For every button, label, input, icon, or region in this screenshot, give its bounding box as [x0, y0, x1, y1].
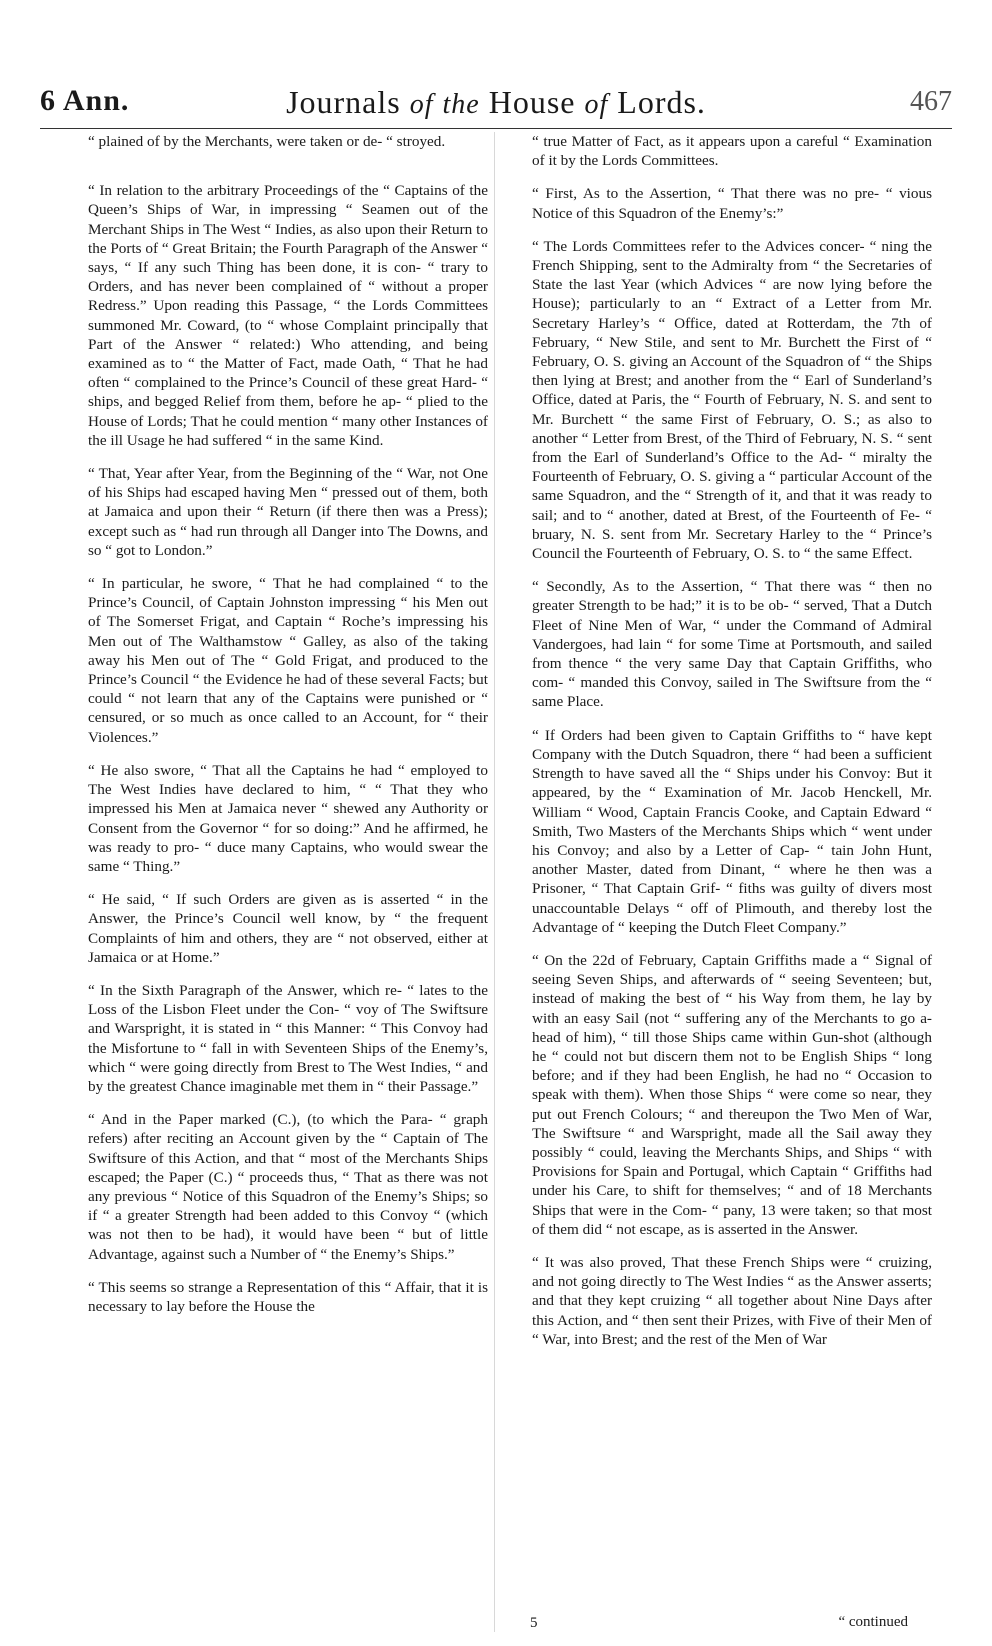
title-word: of: [409, 89, 434, 120]
title-word: Journals: [286, 84, 401, 120]
paragraph: “ Secondly, As to the Assertion, “ That there was “ then no greater Strength to be had;” it is to be ob- “ served, That a Dutch Fleet of Nine Men of War, “ under the Command of Admiral Vandergoes, had lain “ for some Time at Portsmouth, and sailed from thence “ the very same Day that Captain Griffiths, who com- “ manded this Convoy, sailed in The Swiftsure from the “ same Place.: [532, 578, 932, 711]
paragraph: “ In the Sixth Paragraph of the Answer, which re- “ lates to the Loss of the Lisbon Fleet under the Con- “ voy of The Swiftsure and Warspright, it is stated in “ this Manner: “ This Convoy had the Misfortune to “ fall in with Seventeen Ships of the Enemy’s, which “ were going directly from Brest to The West Indies, “ and by the greatest Chance imaginable met them in “ their Passage.”: [88, 981, 488, 1095]
paragraph: “ true Matter of Fact, as it appears upon a careful “ Examination of it by the Lords Committees.: [532, 133, 932, 170]
header-rule: [40, 128, 952, 129]
paragraph: “ In relation to the arbitrary Proceedings of the “ Captains of the Queen’s Ships of War, in impressing “ Seamen out of the Merchant Ships in The West “ Indies, as also upon their Return to the Ports of “ Great Britain; the Fourth Paragraph of the Answer “ says, “ If any such Thing has been done, it is con- “ trary to Orders, and has never been complained of “ without a proper Redress.” Upon reading this Passage, “ the Lords Committees summoned Mr. Coward, (to “ whose Complaint principally that Part of the Answer “ related:) Who attending, and being examined as to “ the Matter of Fact, made Oath, “ That he had often “ complained to the Prince’s Council of these great Hard- “ ships, and begged Relief from them, before he ap- “ plied to the House of Lords; That he could mention “ many other Instances of the ill Usage he had suffered “ in the same Kind.: [88, 182, 488, 449]
paragraph: “ The Lords Committees refer to the Advices concer- “ ning the French Shipping, sent to the Admiralty from “ the Secretaries of State the last Year (which Advices “ are now lying before the House); particularly to an “ Extract of a Letter from Mr. Secretary Harley’s “ Office, dated at Rotterdam, the 7th of February, “ New Stile, and sent to Mr. Burchett the First of “ February, O. S. giving an Account of the Squadron of “ the Ships then lying at Brest; and another from the “ Earl of Sunderland’s Office, dated at Paris, the “ Fourth of February, N. S. and sent to Mr. Burchett “ the same First of February, O. S.; as also to another “ Letter from Brest, of the Third of February, N. S. “ sent from the Earl of Sunderland’s Office to the Ad- “ miralty the Fourteenth of February, O. S. giving a “ particular Account of the same Squadron, and the “ Strength of it, and that it was ready to sail; and to “ another, dated at Brest, of the Fourteenth of Fe- “ bruary, N. S. sent from Mr. Secretary Harley to the “ Prince’s Council the Fourteenth of February, O. S. to “ the same Effect.: [532, 237, 932, 563]
paragraph: “ He said, “ If such Orders are given as is asserted “ in the Answer, the Prince’s Council well know, by “ the frequent Complaints of him and others, they are “ not observed, either at Jamaica or at Home.”: [88, 891, 488, 966]
title-word: Lords.: [617, 84, 706, 120]
text-columns: [88, 132, 932, 1363]
title-word: of: [584, 89, 609, 120]
signature-mark: 5: [530, 1615, 538, 1631]
catchword: “ continued: [838, 1614, 908, 1630]
regnal-year: 6 Ann.: [40, 84, 130, 117]
paragraph: “ It was also proved, That these French Ships were “ cruizing, and not going directly to The West Indies “ as the Answer asserts; and that they kept cruizing “ all together about Nine Days after this Action, and “ then sent their Prizes, with Five of their Men of “ War, into Brest; and the rest of the Men of War: [532, 1253, 932, 1348]
paragraph: “ On the 22d of February, Captain Griffiths made a “ Signal of seeing Seven Ships, and afterwards of “ seeing Seventeen; but, instead of making the best of “ his Way from them, he lay by with an easy Sail (not “ suffering any of the Merchants to go a-head of him), “ till those Ships came within Gun-shot (although he “ could not but discern them not to be English Ships “ long before; and if they had been English, he had no “ Occasion to speak with them). When those Ships “ were come so near, they put out French Colours; “ and thereupon the Two Men of War, The Swiftsure “ and Warspright, made all the Sail away they possibly “ could, leaving the Merchants Ships, and Ships “ with Provisions for Spain and Portugal, which Captain “ Griffiths had under his Care, to shift for themselves; “ and of 18 Merchants Ships that were in the Com- “ pany, 13 were taken; so that most of them did “ not escape, as is asserted in the Answer.: [532, 951, 932, 1238]
paragraph: “ If Orders had been given to Captain Griffiths to “ have kept Company with the Dutch Squadron, there “ had been a sufficient Strength to have saved all the “ Ships under his Convoy: But it appeared, by the “ Examination of Mr. Jacob Henckell, Mr. William “ Wood, Captain Francis Cooke, and Captain Edward “ Smith, Two Masters of the Merchants Ships which “ went under his Convoy; and also by a Letter of Cap- “ tain John Hunt, another Master, dated from Dinant, “ where he then was a Prisoner, “ That Captain Grif- “ fiths was guilty of divers most unaccountable Delays “ off of Plimouth, and thereby lost the Advantage of “ keeping the Dutch Fleet Company.”: [532, 726, 932, 936]
paragraph: “ He also swore, “ That all the Captains he had “ employed to The West Indies have declared to him, “ “ That they who impressed his Men at Jamaica never “ shewed any Authority or Consent from the Governor “ for so doing:” And he affirmed, he was ready to pro- “ duce many Captains, who would swear the same “ Thing.”: [88, 761, 488, 875]
title-word: House: [488, 84, 576, 120]
right-column: [532, 132, 932, 1363]
paragraph: “ And in the Paper marked (C.), (to which the Para- “ graph refers) after reciting an Account given by the “ Captain of The Swiftsure of this Action, and that “ most of the Merchants Ships escaped; the Paper (C.) “ proceeds thus, “ That as there was not any previous “ Notice of this Squadron of the Enemy’s Ships; so if “ a greater Strength had been added to this Convoy “ (which was not then to be had), it would have been “ but of little Advantage, against such a Number of “ the Enemy’s Ships.”: [88, 1111, 488, 1263]
paragraph: “ In particular, he swore, “ That he had complained “ to the Prince’s Council, of Captain Johnston impressing “ his Men out of The Somerset Frigat, and Captain “ Roche’s impressing his Men out of The Walthamstow “ Galley, as also of the taking away his Men out of The “ Gold Frigat, and produced to the Prince’s Council “ the Evidence he had of these several Facts; but could “ not learn that any of the Captains were punished or “ censured, or so much as once called to an Account, for “ their Violences.”: [88, 575, 488, 746]
title-word: the: [442, 89, 480, 120]
running-title: [40, 84, 952, 121]
page-number: 467: [910, 86, 952, 117]
left-column: [88, 132, 488, 1363]
page-header: [40, 84, 952, 128]
paragraph: “ This seems so strange a Representation of this “ Affair, that it is necessary to lay before the House the: [88, 1278, 488, 1315]
paragraph: “ That, Year after Year, from the Beginning of the “ War, not One of his Ships had escaped having Men “ pressed out of them, both at Jamaica and upon their “ Return (if there then was a Press); except such as “ had run through all Danger into The Downs, and so “ got to London.”: [88, 465, 488, 559]
paragraph: “ plained of by the Merchants, were taken or de- “ stroyed.: [88, 133, 446, 150]
paragraph: “ First, As to the Assertion, “ That there was no pre- “ vious Notice of this Squadron of the Enemy’s:”: [532, 185, 932, 222]
